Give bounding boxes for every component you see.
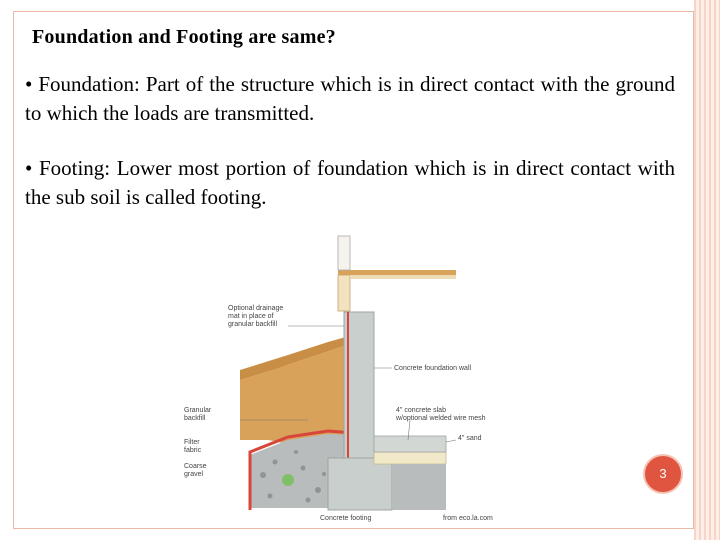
label-drainage-mat-1: Optional drainage (228, 305, 284, 312)
slide-title: Foundation and Footing are same? (32, 26, 336, 48)
label-drainage-mat-3: granular backfill (228, 321, 278, 328)
label-foundation-wall: Concrete foundation wall (394, 365, 472, 372)
label-gravel-1: Coarse (184, 463, 207, 470)
concrete-slab (374, 436, 446, 452)
drain-pipe (282, 474, 294, 486)
sub-base (392, 464, 446, 510)
wall-framing (338, 236, 350, 270)
rim-joist (338, 275, 350, 311)
label-drainage-mat-2: mat in place of (228, 313, 274, 320)
label-credit: from eco.la.com (443, 515, 493, 522)
foundation-diagram-svg (178, 230, 518, 526)
decorative-side-border (694, 0, 720, 540)
label-slab-1: 4" concrete slab (396, 407, 446, 414)
foundation-diagram (178, 230, 518, 526)
label-filter-2: fabric (184, 447, 202, 454)
label-granular-1: Granular (184, 407, 212, 414)
concrete-footing (328, 458, 392, 510)
sill-plate (338, 270, 456, 275)
label-gravel-2: gravel (184, 471, 204, 478)
label-sand: 4" sand (458, 435, 482, 442)
label-concrete-footing: Concrete footing (320, 515, 372, 522)
label-granular-2: backfill (184, 415, 206, 422)
sand-layer (374, 452, 446, 464)
floor-joist (350, 275, 456, 279)
bullet-footing: • Footing: Lower most portion of foundation which is in direct contact with the sub soil is called footing. (25, 156, 675, 209)
bullet-foundation: • Foundation: Part of the structure which is in direct contact with the ground to which the loads are transmitted. (25, 72, 675, 125)
label-slab-2: w/optional welded wire mesh (396, 415, 486, 422)
page-number-badge: 3 (643, 454, 683, 494)
label-filter-1: Filter (184, 439, 200, 446)
